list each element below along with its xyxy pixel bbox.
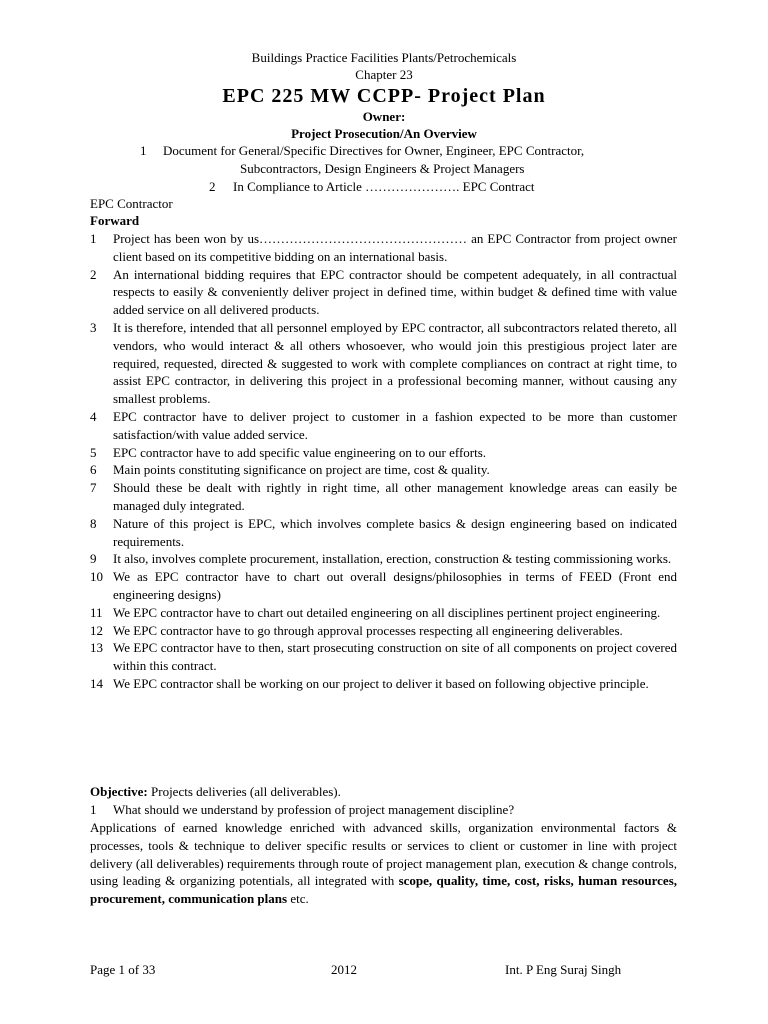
list-item xyxy=(90,479,677,515)
footer-author: Int. P Eng Suraj Singh xyxy=(505,962,622,977)
list-item-text: We EPC contractor have to chart out detailed engineering on all disciplines pertinent project engineering. xyxy=(113,604,661,620)
page-number: Page 1 of 33 xyxy=(90,962,156,977)
document-title: EPC 225 MW CCPP- Project Plan xyxy=(222,85,546,107)
objective-label: Objective: xyxy=(90,784,148,799)
list-item-number: 7 xyxy=(90,480,97,496)
definition-paragraph xyxy=(90,819,677,908)
list-item xyxy=(90,515,677,551)
list-item xyxy=(90,568,677,604)
forward-heading: Forward xyxy=(90,213,140,228)
list-item-text: We EPC contractor have to go through approval processes respecting all engineering deliverables. xyxy=(113,622,623,638)
list-item-number: 13 xyxy=(90,640,103,656)
list-item-number: 11 xyxy=(90,604,103,620)
owner-label: Owner: xyxy=(362,109,406,124)
list-item-number: 8 xyxy=(90,515,97,531)
list-item-number: 12 xyxy=(90,622,103,638)
list-item-text: Main points constituting significance on project are time, cost & quality. xyxy=(113,462,490,478)
doc-item-1 xyxy=(140,142,660,178)
paragraph-bold-text: scope, quality, time, cost, risks, human resources, procurement, communication plans xyxy=(90,873,677,907)
list-item-number: 4 xyxy=(90,408,97,424)
list-item-number: 5 xyxy=(90,444,97,460)
doc-item-number: 2 xyxy=(209,179,216,194)
list-item xyxy=(90,266,677,319)
header-line-1: Buildings Practice Facilities Plants/Petrochemicals xyxy=(251,50,517,65)
list-item xyxy=(90,319,677,408)
paragraph-end: etc. xyxy=(287,891,309,907)
list-item-text: Nature of this project is EPC, which involves complete basics & design engineering based on indicated requirements. xyxy=(113,515,677,549)
list-item xyxy=(90,550,677,568)
objective-line xyxy=(90,783,341,801)
footer-year: 2012 xyxy=(331,962,357,977)
list-item-text: We EPC contractor have to then, start prosecuting construction on site of all components on project covered within this contract. xyxy=(113,640,677,674)
list-item-text: Project has been won by us………………………………………… an EPC Contractor from project owner client based on its competitive bidding on an international basis. xyxy=(113,231,677,264)
paragraph-text: Applications of earned knowledge enriched with advanced skills, organization environmental factors & processes, tools & technique to deliver specific results or services to client or customer in line with project delivery (all deliverables) requirements through route of project management plan, execution & change controls, using leading & organizing potentials, all integrated with xyxy=(90,820,677,889)
list-item-number: 1 xyxy=(90,231,97,246)
doc-item-number: 1 xyxy=(140,143,147,158)
list-item xyxy=(90,461,677,479)
list-item xyxy=(90,604,677,622)
doc-item-text: In Compliance to Article …………………. EPC Contract xyxy=(233,179,535,194)
list-item-number: 14 xyxy=(90,675,103,691)
list-item-text: We EPC contractor shall be working on our project to deliver it based on following objective principle. xyxy=(113,675,649,691)
list-item-text: An international bidding requires that EPC contractor should be competent adequately, in all contractual respects to easily & conveniently deliver project in defined time, within budget & defined time with value added service on all delivered products. xyxy=(113,266,677,318)
list-item-text: We as EPC contractor have to chart out overall designs/philosophies in terms of FEED (Front end engineering designs) xyxy=(113,569,677,602)
objective-question xyxy=(90,801,514,819)
list-item xyxy=(90,444,677,462)
list-item xyxy=(90,230,677,266)
objective-text: Projects deliveries (all deliverables). xyxy=(147,784,341,799)
list-item-number: 3 xyxy=(90,319,97,335)
doc-item-text-continued: Subcontractors, Design Engineers & Project Managers xyxy=(240,160,525,176)
forward-list xyxy=(90,230,677,693)
list-item xyxy=(90,622,677,640)
list-item xyxy=(90,639,677,675)
list-item xyxy=(90,675,677,693)
list-item-text: It also, involves complete procurement, installation, erection, construction & testing commissioning works. xyxy=(113,551,672,567)
list-item xyxy=(90,408,677,444)
list-item-number: 9 xyxy=(90,551,97,567)
list-item-text: EPC contractor have to add specific value engineering on to our efforts. xyxy=(113,444,487,460)
list-item-number: 2 xyxy=(90,266,97,282)
question-text: What should we understand by profession of project management discipline? xyxy=(113,802,515,817)
overview-heading: Project Prosecution/An Overview xyxy=(291,126,477,141)
doc-item-2 xyxy=(209,178,535,196)
list-item-text: EPC contractor have to deliver project to customer in a fashion expected to be more than customer satisfaction/with value added service. xyxy=(113,408,677,442)
question-number: 1 xyxy=(90,802,97,817)
chapter-label: Chapter 23 xyxy=(355,67,413,82)
list-item-text: It is therefore, intended that all personnel employed by EPC contractor, all subcontractors related thereto, all vendors, who would interact & all others whosoever, who would join this prestigious project later are required, requested, directed & suggested to work with complete compliances on contract at right time, to assist EPC contractor, in delivering this project in a professional becoming manner, without causing any smallest problems. xyxy=(113,319,677,407)
list-item-text: Should these be dealt with rightly in right time, all other management knowledge areas can easily be managed duly integrated. xyxy=(113,480,677,513)
doc-item-text: Document for General/Specific Directives for Owner, Engineer, EPC Contractor, xyxy=(163,143,585,158)
list-item-number: 6 xyxy=(90,462,97,478)
list-item-number: 10 xyxy=(90,569,103,585)
epc-contractor-label: EPC Contractor xyxy=(90,196,173,211)
